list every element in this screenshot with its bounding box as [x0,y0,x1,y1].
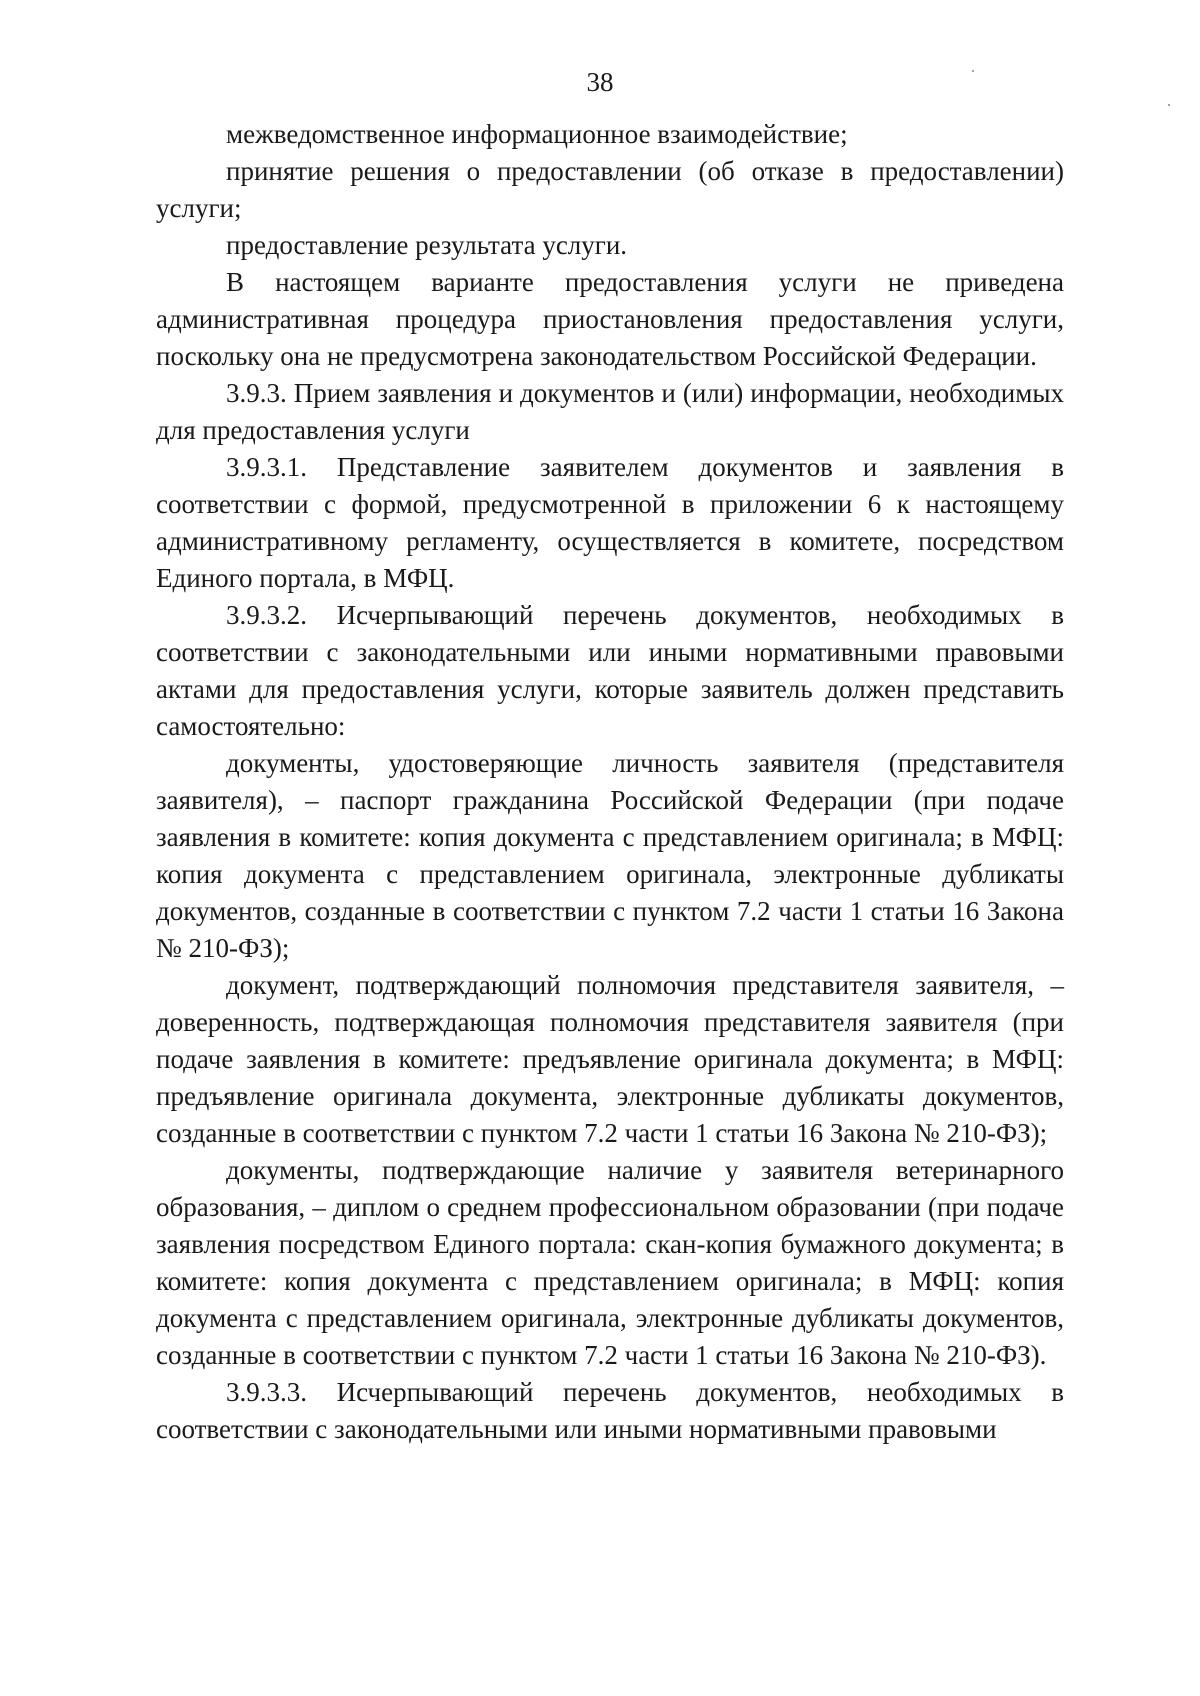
section-heading: 3.9.3. Прием заявления и документов и (или) информации, необходимых для предоставления услуги [156,378,1064,445]
paragraph: предоставление результата услуги. [226,230,628,260]
paragraph: межведомственное информационное взаимодействие; [226,119,848,149]
paragraph: принятие решения о предоставлении (об отказе в предоставлении) услуги; [156,156,1064,223]
document-body [156,116,1064,1448]
paragraph: 3.9.3.3. Исчерпывающий перечень документов, необходимых в соответствии с законодательными или иными нормативными правовыми [156,1377,1064,1444]
page-number: 38 [586,67,614,97]
list-item: документы, подтверждающие наличие у заявителя ветеринарного образования, – диплом о среднем профессиональном образовании (при подаче заявления посредством Единого портала: скан-копия бумажного документа; в комитете: копия документа с представлением оригинала; в МФЦ: копия документа с представлением оригинала, электронные дубликаты документов, созданные в соответствии с пунктом 7.2 части 1 статьи 16 Закона № 210-ФЗ). [156,1155,1064,1370]
scan-speck [972,70,974,72]
list-item: документ, подтверждающий полномочия представителя заявителя, – доверенность, подтверждающая полномочия представителя заявителя (при подаче заявления в комитете: предъявление оригинала документа; в МФЦ: предъявление оригинала документа, электронные дубликаты документов, созданные в соответствии с пунктом 7.2 части 1 статьи 16 Закона № 210-ФЗ); [156,970,1064,1148]
paragraph: 3.9.3.2. Исчерпывающий перечень документов, необходимых в соответствии с законодательными или иными нормативными правовыми актами для предоставления услуги, которые заявитель должен представить самостоятельно: [156,600,1064,741]
list-item: документы, удостоверяющие личность заявителя (представителя заявителя), – паспорт гражданина Российской Федерации (при подаче заявления в комитете: копия документа с представлением оригинала; в МФЦ: копия документа с представлением оригинала, электронные дубликаты документов, созданные в соответствии с пунктом 7.2 части 1 статьи 16 Закона № 210-ФЗ); [156,748,1064,963]
scan-speck [1168,104,1170,106]
paragraph: 3.9.3.1. Представление заявителем документов и заявления в соответствии с формой, предусмотренной в приложении 6 к настоящему административному регламенту, осуществляется в комитете, посредством Единого портала, в МФЦ. [156,452,1064,593]
paragraph: В настоящем варианте предоставления услуги не приведена административная процедура приостановления предоставления услуги, поскольку она не предусмотрена законодательством Российской Федерации. [156,267,1064,371]
